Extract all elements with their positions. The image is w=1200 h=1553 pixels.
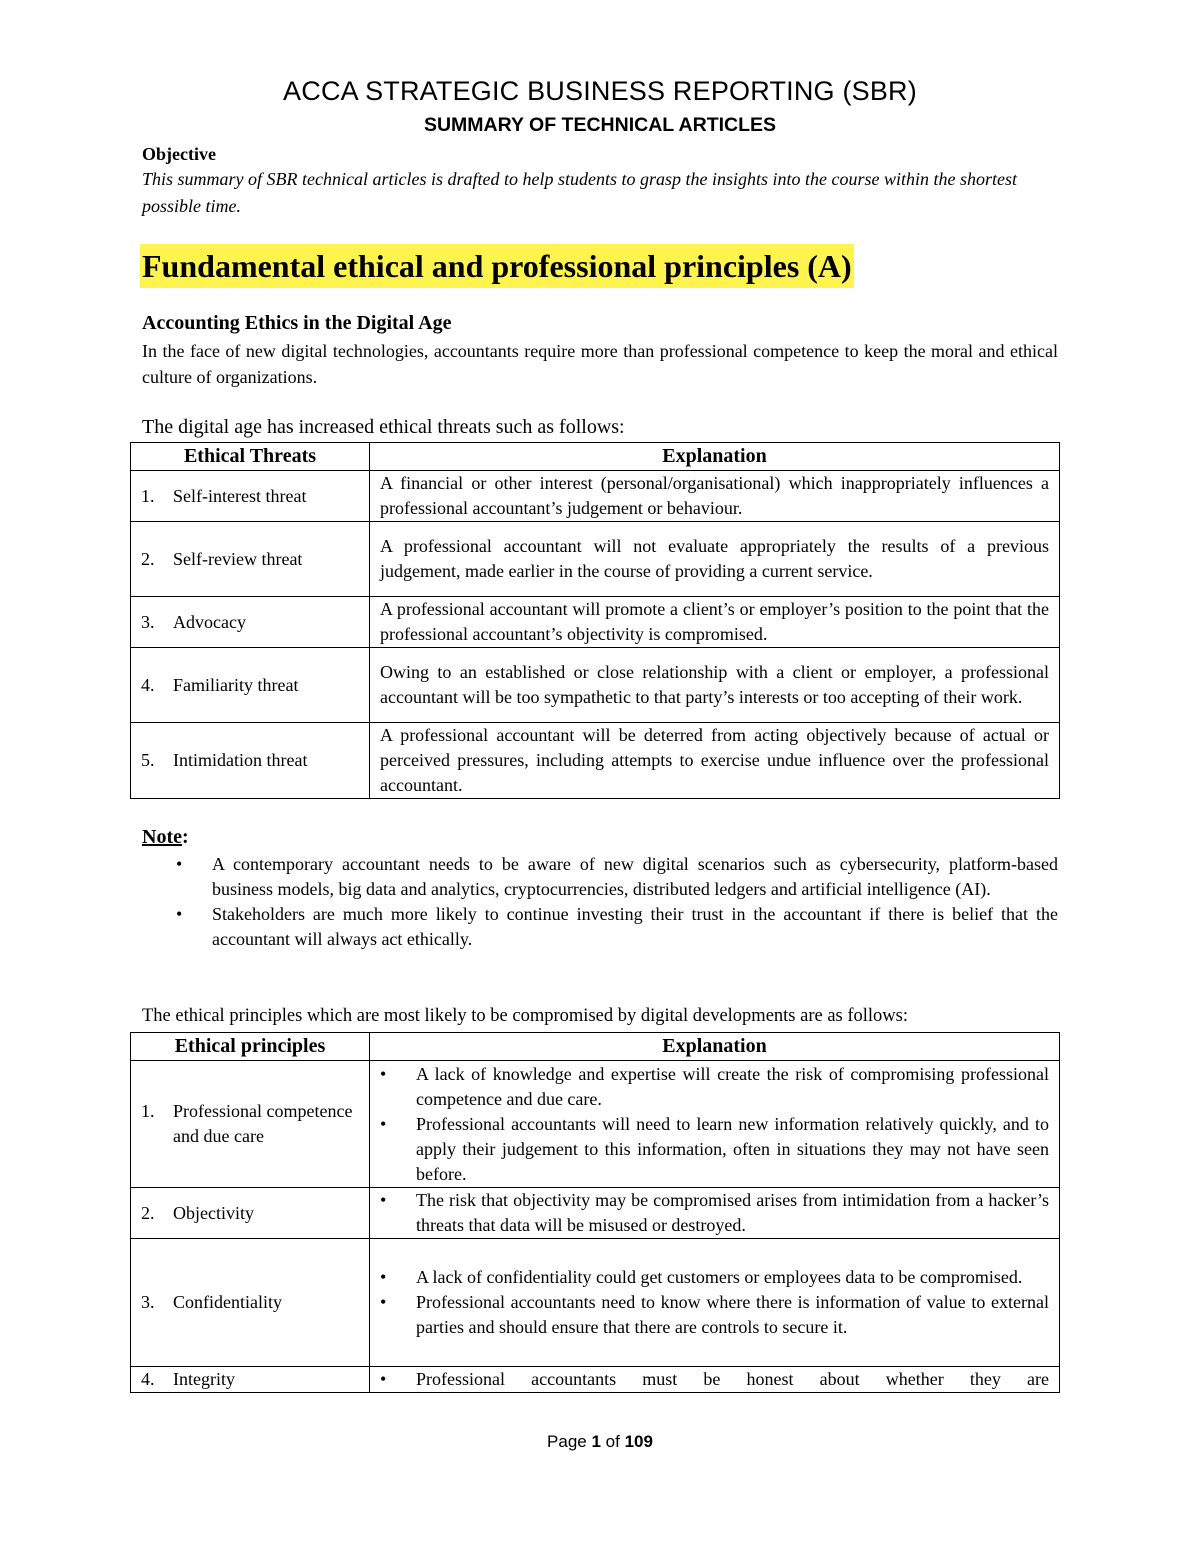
threat-name: Advocacy [173,611,246,632]
note-heading [142,826,189,849]
article-paragraph: In the face of new digital technologies, accountants require more than professional competence to keep the moral and ethical culture of organizations. [142,341,1058,387]
threat-name: Self-review threat [173,548,303,569]
row-number: 3. [141,611,155,632]
bullet-icon: • [380,1113,387,1134]
principle-name-cell [131,1061,370,1188]
explanation-text: Professional accountants need to know where there is information of value to external parties and should ensure that there are controls to secure it. [416,1292,1049,1337]
objective-heading: Objective [142,144,216,164]
principle-explanation [370,1367,1060,1393]
bullet-icon: • [176,854,183,874]
threat-explanation: A professional accountant will be deterred from acting objectively because of actual or perceived pressures, including attempts to exercise undue influence over the professional accountant. [370,723,1060,799]
column-header: Ethical Threats [131,443,370,471]
note-text: Stakeholders are much more likely to continue investing their trust in the accountant if there is belief that the accountant will always act ethically. [212,904,1058,949]
principle-name-cell [131,1239,370,1367]
bullet-icon: • [380,1292,387,1312]
table-row [131,1188,1060,1239]
threat-explanation: Owing to an established or close relationship with a client or employer, a professional accountant will be too sympathetic to that party’s interests or too accepting of their work. [370,648,1060,723]
explanation-text: Professional accountants will need to learn new information relatively quickly, and to apply their judgement to this information, often in situations they may not have seen before. [416,1113,1049,1184]
row-number: 1. [141,1101,155,1121]
note-bullet-list [142,852,1058,952]
table-row [131,597,1060,648]
principles-intro: The ethical principles which are most likely to be compromised by digital developments are as follows: [142,1006,909,1026]
table-row [131,1239,1060,1367]
list-item [380,1188,1049,1238]
table-row [131,522,1060,597]
table-row [131,471,1060,522]
principle-name: Professional competence and due care [173,1101,353,1146]
list-item [142,852,1058,902]
explanation-bullet-list [380,1367,1049,1392]
page-total: 109 [624,1432,653,1451]
table-row [131,1367,1060,1393]
table-row [131,1061,1060,1188]
bullet-icon: • [380,1190,387,1210]
threat-name-cell [131,723,370,799]
threat-name-cell [131,471,370,522]
page-word: Page [547,1432,587,1451]
page-of-word: of [605,1432,620,1451]
row-number: 4. [141,1369,155,1389]
page-footer [0,1432,1200,1452]
column-header: Explanation [370,1033,1060,1061]
note-colon: : [181,826,189,848]
column-header: Explanation [370,443,1060,471]
principle-name: Integrity [173,1369,235,1389]
threat-explanation: A professional accountant will not evaluate appropriately the results of a previous judgement, made earlier in the course of providing a current service. [370,522,1060,597]
threat-name-cell [131,597,370,648]
principle-explanation [370,1061,1060,1188]
article-heading: Accounting Ethics in the Digital Age [142,312,452,334]
threat-name-cell [131,648,370,723]
principle-name-cell [131,1367,370,1393]
row-number: 2. [141,1202,155,1223]
document-subtitle: SUMMARY OF TECHNICAL ARTICLES [423,114,777,136]
objective-text: This summary of SBR technical articles is drafted to help students to grasp the insights into the course within the shortest possible time. [142,169,1017,216]
bullet-icon: • [176,904,183,924]
note-label: Note [142,826,182,848]
column-header: Ethical principles [131,1033,370,1061]
row-number: 4. [141,674,155,695]
threat-name: Familiarity threat [173,674,299,695]
list-item [380,1367,1049,1392]
threat-explanation: A financial or other interest (personal/organisational) which inappropriately influences a professional accountant’s judgement or behaviour. [370,471,1060,522]
bullet-icon: • [380,1063,387,1084]
list-item [380,1112,1049,1187]
threat-name-cell [131,522,370,597]
list-item [380,1290,1049,1340]
row-number: 3. [141,1292,155,1312]
threat-explanation: A professional accountant will promote a client’s or employer’s position to the point that the professional accountant’s objectivity is compromised. [370,597,1060,648]
table-row [131,648,1060,723]
row-number: 2. [141,548,155,569]
principle-name-cell [131,1188,370,1239]
document-title: ACCA STRATEGIC BUSINESS REPORTING (SBR) [283,76,917,106]
row-number: 5. [141,750,155,770]
principle-name: Objectivity [173,1202,254,1223]
explanation-text: A lack of knowledge and expertise will create the risk of compromising professional competence and due care. [416,1063,1049,1109]
principle-explanation [370,1188,1060,1239]
ethical-threats-table [130,442,1060,799]
principle-label [141,1099,359,1149]
explanation-bullet-list [380,1188,1049,1238]
principle-explanation [370,1239,1060,1367]
explanation-text: A lack of confidentiality could get customers or employees data to be compromised. [416,1267,1023,1287]
list-item [142,902,1058,952]
explanation-text: The risk that objectivity may be compromised arises from intimidation from a hacker’s threats that data will be misused or destroyed. [416,1190,1049,1235]
explanation-text: Professional accountants must be honest about whether they are [416,1369,1049,1389]
principle-name: Confidentiality [173,1292,282,1312]
table-row [131,723,1060,799]
bullet-icon: • [380,1267,387,1287]
table-header-row [131,1033,1060,1061]
row-number: 1. [141,485,155,506]
table-header-row [131,443,1060,471]
threats-intro: The digital age has increased ethical threats such as follows: [142,416,625,438]
ethical-principles-table [130,1032,1060,1393]
page-current: 1 [591,1432,601,1451]
threat-name: Self-interest threat [173,485,307,506]
explanation-bullet-list [380,1062,1049,1187]
list-item [380,1265,1049,1290]
bullet-icon: • [380,1369,387,1389]
section-heading: Fundamental ethical and professional principles (A) [140,244,854,288]
list-item [380,1062,1049,1112]
threat-name: Intimidation threat [173,750,308,770]
explanation-bullet-list [380,1265,1049,1340]
note-text: A contemporary accountant needs to be aware of new digital scenarios such as cybersecurity, platform-based business models, big data and analytics, cryptocurrencies, distributed ledgers and artificial intelligence (AI). [212,854,1058,899]
